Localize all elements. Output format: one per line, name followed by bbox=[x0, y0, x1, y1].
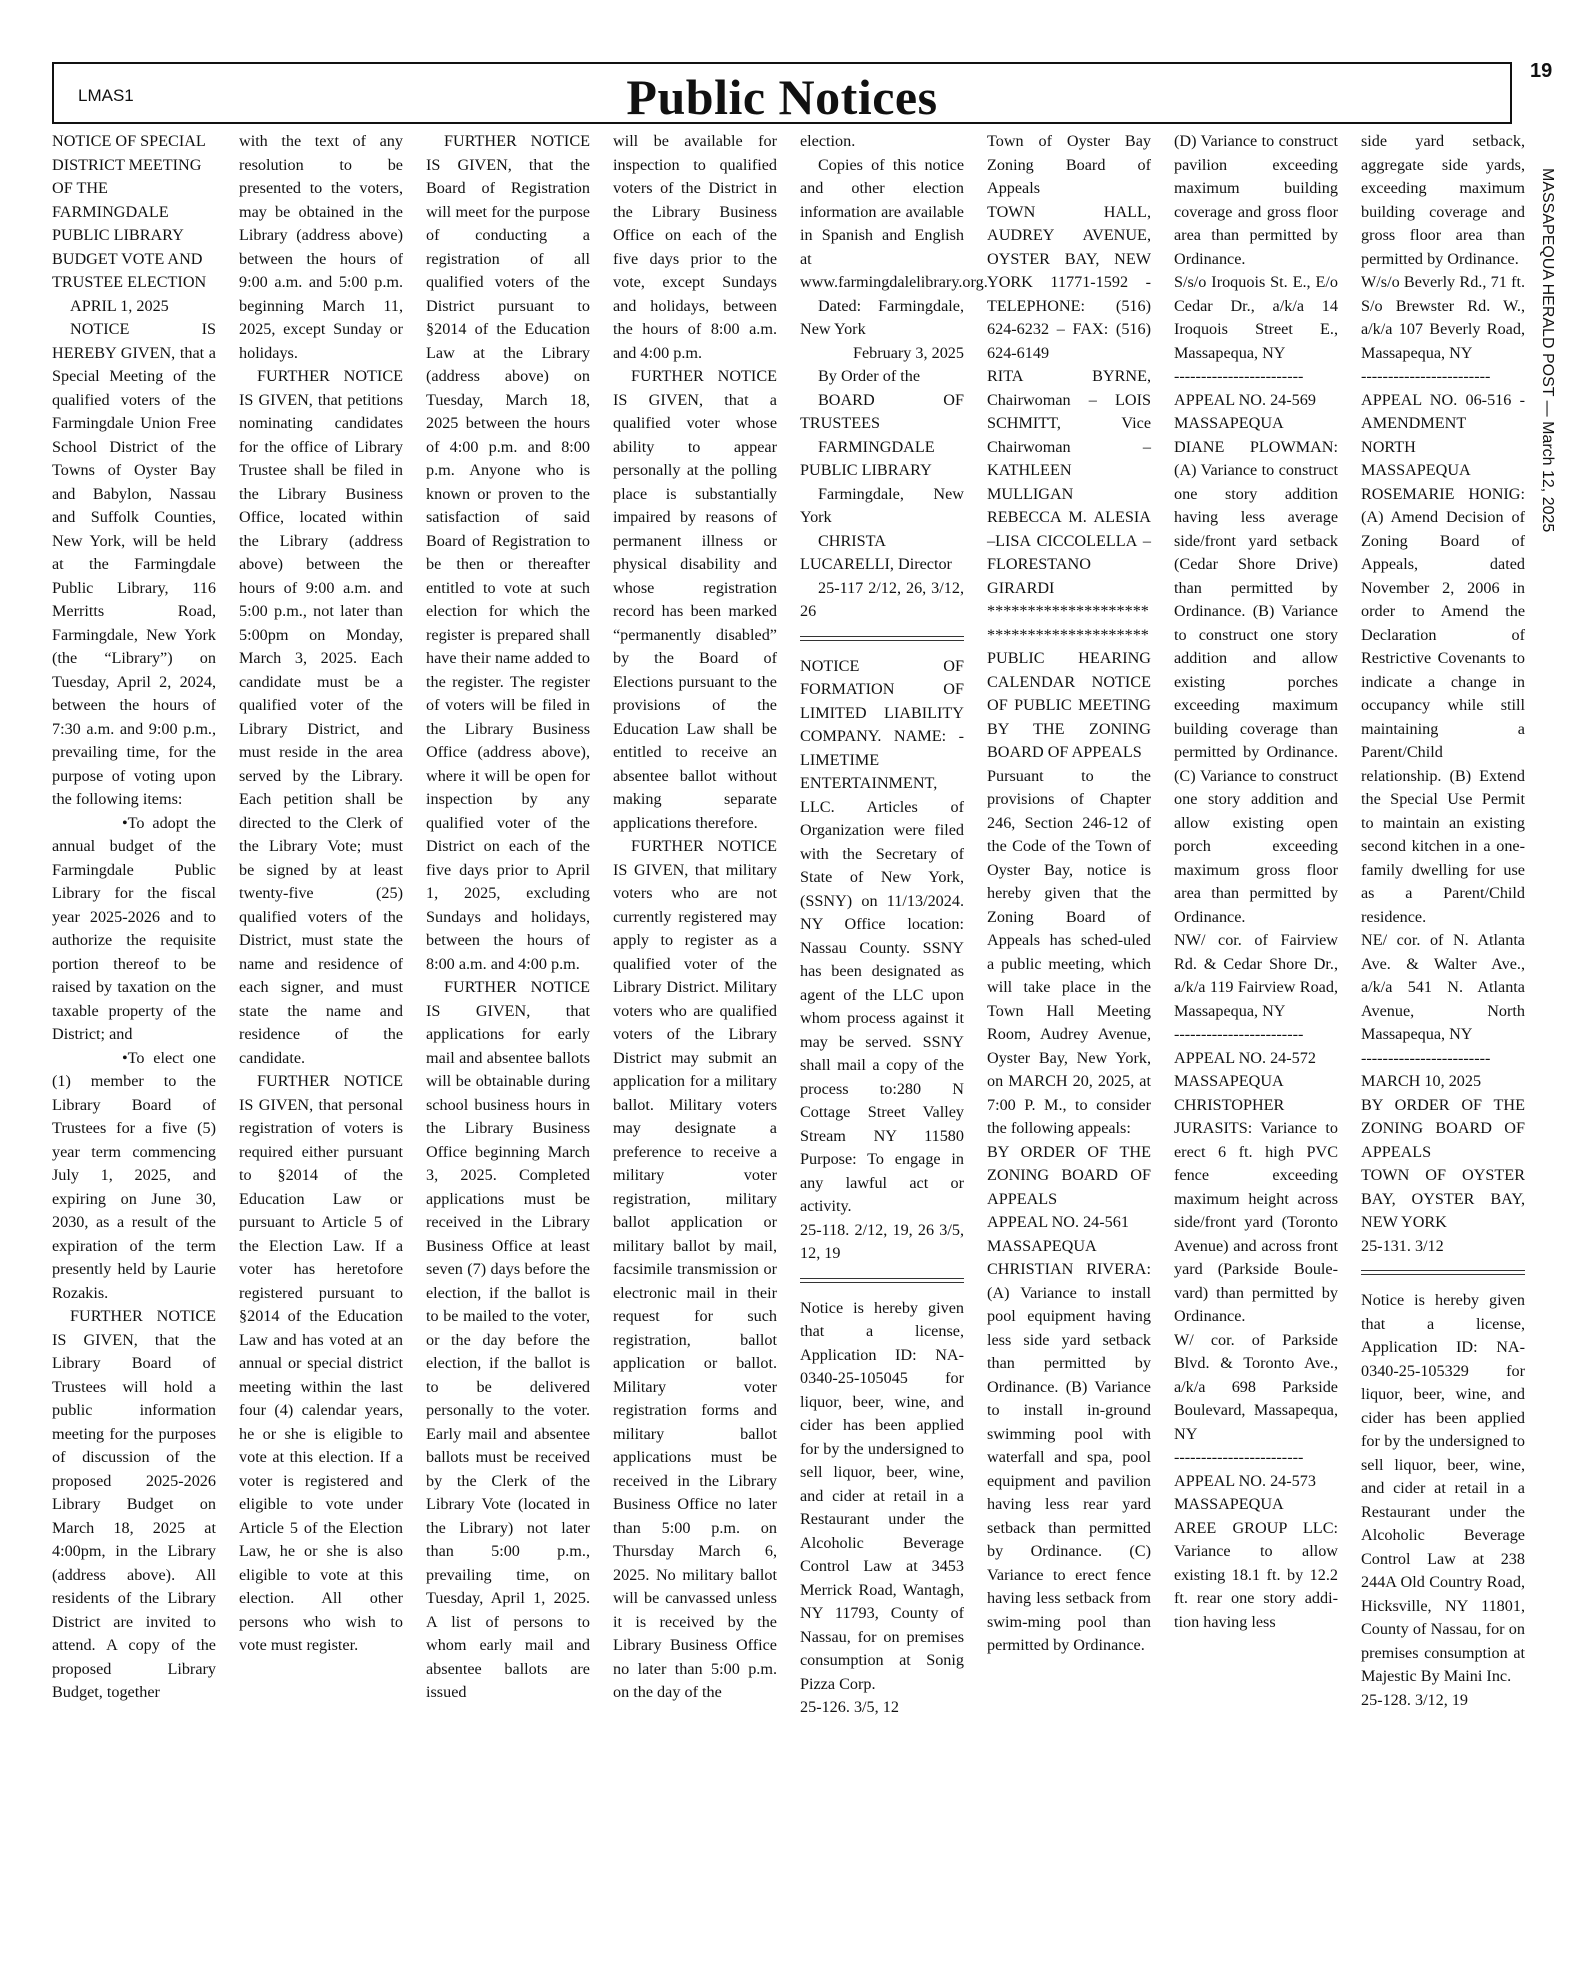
dash-divider: ------------------------ bbox=[1174, 1025, 1304, 1043]
notice-paragraph: FURTHER NOTICE IS GIVEN, that the Library Board of Trustees will hold a public information meeting for the purposes of discussion of the proposed 2025-2026 Library Budget on March 18, 2025 at 4:00pm, in the Library (address above). All residents of the Library District are invited to attend. A copy of the proposed Library Budget, together bbox=[52, 1307, 216, 1701]
appeal-location: MASSAPEQUA bbox=[1174, 1495, 1284, 1513]
appeal-location: MASSAPEQUA bbox=[1174, 1072, 1284, 1090]
appeal-address: W/ cor. of Parkside Blvd. & Toronto Ave., a/k/a 698 Parkside Boulevard, Massapequa, NY bbox=[1174, 1330, 1338, 1443]
column-8 bbox=[1361, 130, 1525, 1940]
notice-paragraph: FURTHER NOTICE IS GIVEN, that the Board of Registration will meet for the purpose of conducting a registration of all qualified voters of the District pursuant to §2014 of the Education Law at the Library (address above) on Tuesday, March 18, 2025 between the hours of 4:00 p.m. and 8:00 p.m. Anyone who is known or proven to the satisfaction of said Board of Registration to be then or thereafter entitled to vote at such election for which the register is prepared shall have their name added to the register. The register of voters will be filed in the Library Business Office (address above), where it will be open for inspection by any qualified voter of the District on each of the five days prior to April 1, 2025, excluding Sundays and holidays, between the hours of 8:00 a.m. and 4:00 p.m. bbox=[426, 132, 590, 973]
board-members: RITA BYRNE, Chairwoman – LOIS SCHMITT, Vice Chairwoman – KATHLEEN MULLIGAN bbox=[987, 367, 1151, 503]
signature-line: BY ORDER OF THE ZONING BOARD OF APPEALS bbox=[1361, 1095, 1525, 1161]
appeal-location: NORTH MASSAPEQUA bbox=[1361, 437, 1471, 479]
notice-paragraph: NOTICE IS HEREBY GIVEN, that a Special Meeting of the qualified voters of the Farmingdale Union Free School District of the Towns of Oyster Bay and Babylon, Nassau and Suffolk Counties, New York, will be held at the Farmingdale Public Library, 116 Merritts Road, Farmingdale, New York (the “Library”) on Tuesday, April 2, 2024, between the hours of 7:30 a.m. and 9:00 p.m., prevailing time, for the purpose of voting upon the following items: bbox=[52, 320, 216, 808]
appeal-description: DIANE PLOWMAN: (A) Variance to construct one story addition having less average side/front yard setback (Cedar Shore Drive) than permitted by Ordinance. (B) Variance to construct one story addition and allow existing porches exceeding maximum building coverage than permitted by Ordinance. (C) Variance to construct one story addition and allow existing open porch exceeding maximum gross floor area than permitted by Ordinance. bbox=[1174, 437, 1338, 926]
notice-reference: 25-117 2/12, 26, 3/12, 26 bbox=[800, 578, 964, 620]
notice-date: February 3, 2025 bbox=[852, 343, 964, 362]
notices-columns bbox=[52, 130, 1525, 1940]
notice-paragraph: FURTHER NOTICE IS GIVEN, that a qualified voter whose ability to appear personally at the polling place is substantially impaired by reasons of permanent illness or physical disability and whose registration record has been marked “permanently disabled” by the Board of Elections pursuant to the provisions of the Education Law shall be entitled to receive an absentee ballot without making separate applications therefore. bbox=[613, 367, 777, 832]
notice-paragraph: FURTHER NOTICE IS GIVEN, that applications for early mail and absentee ballots will be obtainable during school business hours in the Library Business Office beginning March 3, 2025. Completed applications must be received in the Library Business Office at least seven (7) days before the election, if the ballot is to be mailed to the voter, or the day before the election, if the ballot is to be delivered personally to the voter. Early mail and absentee ballots must be received by the Clerk of the Library Vote (located in the Library) not later than 5:00 p.m., prevailing time, on Tuesday, April 1, 2025. A list of persons to whom early mail and absentee ballots are issued bbox=[426, 978, 590, 1701]
appeal-description: (D) Variance to construct pavilion exceeding maximum building coverage and gross floor area than permitted by Ordinance. bbox=[1174, 132, 1338, 268]
notice-reference: 25-128. 3/12, 19 bbox=[1361, 1690, 1469, 1709]
signature-line: By Order of the bbox=[818, 367, 921, 385]
appeal-address: W/s/o Beverly Rd., 71 ft. S/o Brewster Rd. W., a/k/a 107 Beverly Road, Massapequa, NY bbox=[1361, 273, 1525, 362]
notice-date: MARCH 10, 2025 bbox=[1361, 1072, 1482, 1090]
board-members: REBECCA M. ALESIA –LISA CICCOLELLA – FLORESTANO GIRARDI bbox=[987, 508, 1151, 597]
appeal-description: ROSEMARIE HONIG: (A) Amend Decision of Zoning Board of Appeals, dated November 2, 2006 in order to Amend the Declaration of Restrictive Covenants to indicate a change in occupancy while still maintaining a Parent/Child relationship. (B) Extend the Special Use Permit to maintain an existing second kitchen in a one-family dwelling for use as a Parent/Child residence. bbox=[1361, 484, 1525, 926]
notice-heading: BUDGET VOTE AND TRUSTEE ELECTION bbox=[52, 249, 207, 291]
notice-paragraph: FURTHER NOTICE IS GIVEN, that personal registration of voters is required either pursuant to §2014 of the Education Law or pursuant to Article 5 of the Election Law. If a voter has heretofore registered pursuant to §2014 of the Education Law and has voted at an annual or special district meeting within the last four (4) calendar years, he or she is eligible to vote at this election. If a voter is registered and eligible to vote under Article 5 of the Election Law, he or she is also eligible to vote at this election. All other persons who wish to vote must register. bbox=[239, 1072, 403, 1654]
column-3 bbox=[426, 130, 590, 1940]
notice-heading: NOTICE OF SPECIAL DISTRICT MEETING bbox=[52, 132, 206, 174]
appeal-description: AREE GROUP LLC: Variance to allow existing 18.1 ft. by 12.2 ft. rear one story addi-tion having less bbox=[1174, 1518, 1338, 1631]
appeal-number: APPEAL NO. 24-561 bbox=[987, 1213, 1129, 1231]
notice-divider bbox=[800, 636, 964, 641]
notice-heading: Town of Oyster Bay Zoning Board of Appeals bbox=[987, 132, 1151, 197]
signature-line: Farmingdale, New York bbox=[800, 484, 964, 526]
column-6 bbox=[987, 130, 1151, 1940]
notice-bullet: •To elect one (1) member to the Library Board of Trustees for a five (5) year term commencing July 1, 2025, and expiring on June 30, 2030, as a result of the expiration of the term presently held by Laurie Rozakis. bbox=[52, 1048, 216, 1302]
edition-code: LMAS1 bbox=[78, 86, 134, 105]
appeal-address: NW/ cor. of Fairview Rd. & Cedar Shore Dr., a/k/a 119 Fairview Road, Massapequa, NY bbox=[1174, 931, 1338, 1020]
signature-line: TOWN OF OYSTER BAY, OYSTER BAY, NEW YORK bbox=[1361, 1166, 1525, 1231]
notice-divider bbox=[1361, 1270, 1525, 1275]
column-5 bbox=[800, 130, 988, 1940]
notice-heading: BY ORDER OF THE ZONING BOARD OF APPEALS bbox=[987, 1142, 1151, 1208]
appeal-description: side yard setback, aggregate side yards, exceeding maximum building coverage and gross floor area than permitted by Ordinance. bbox=[1361, 132, 1525, 268]
column-1 bbox=[52, 130, 216, 1940]
dash-divider: ------------------------ bbox=[1361, 1048, 1491, 1067]
notice-paragraph: will be available for inspection to qualified voters of the District in the Library Business Office on each of the five days prior to the vote, except Sundays and holidays, between the hours of 8:00 a.m. and 4:00 p.m. bbox=[613, 132, 777, 362]
notice-paragraph: NOTICE OF FORMATION OF LIMITED LIABILITY COMPANY. NAME: -LIMETIME ENTERTAINMENT, LLC. Articles of Organization were filed with the Secretary of State of New York, (SSNY) on 11/13/2024. NY Office location: Nassau County. SSNY has been designated as agent of the LLC upon whom process against it may be served. SSNY shall mail a copy of the process to:280 N Cottage Street Valley Stream NY 11580 Purpose: To engage in any lawful act or activity. bbox=[800, 656, 964, 1215]
notice-paragraph: election. bbox=[800, 132, 856, 150]
column-7 bbox=[1174, 130, 1338, 1940]
section-title: Public Notices bbox=[626, 69, 938, 125]
notice-reference: 25-131. 3/12 bbox=[1361, 1236, 1444, 1255]
notice-bullet: •To adopt the annual budget of the Farmingdale Public Library for the fiscal year 2025-2026 and to authorize the requisite portion thereof to be raised by taxation on the taxable property of the District; and bbox=[52, 813, 216, 1043]
appeal-number: APPEAL NO. 24-573 bbox=[1174, 1471, 1316, 1490]
header-banner bbox=[52, 62, 1512, 124]
asterisk-divider: **************************************** bbox=[987, 602, 1149, 644]
appeal-number: APPEAL NO. 24-569 bbox=[1174, 390, 1316, 409]
notice-paragraph: Notice is hereby given that a license, Application ID: NA-0340-25-105329 for liquor, beer, wine, and cider has been applied for by the undersigned to sell liquor, beer, wine, and cider at retail in a Restaurant under the Alcoholic Beverage Control Law at 238 244A Old Country Road, Hicksville, NY 11801, County of Nassau, for on premises consumption at Majestic By Maini Inc. bbox=[1361, 1291, 1525, 1685]
notice-address: TOWN HALL, AUDREY AVENUE, OYSTER BAY, NEW YORK 11771-1592 - TELEPHONE: (516) 624-6232 – FAX: (516) 624-6149 bbox=[987, 202, 1151, 362]
notice-dateline: Dated: Farmingdale, New York bbox=[800, 296, 964, 338]
appeal-location: MASSAPEQUA bbox=[987, 1236, 1097, 1255]
notice-reference: 25-118. 2/12, 19, 26 3/5, 12, 19 bbox=[800, 1220, 964, 1262]
dash-divider: ------------------------ bbox=[1174, 367, 1304, 385]
dash-divider: ------------------------ bbox=[1174, 1448, 1304, 1466]
appeal-description: CHRISTIAN RIVERA: (A) Variance to install pool equipment having less side yard setback than permitted by Ordinance. (B) Variance to install in-ground swimming pool with waterfall and spa, pool equipment and pavilion having less rear yard setback than permitted by Ordinance. (C) Variance to erect fence having less setback from swim-ming pool than permitted by Ordinance. bbox=[987, 1260, 1151, 1654]
appeal-description: CHRISTOPHER JURASITS: Variance to erect 6 ft. high PVC fence exceeding maximum height across side/front yard (Toronto Avenue) and across front yard (Parkside Boule-vard) than permitted by Ordinance. bbox=[1174, 1095, 1338, 1325]
notice-heading: PUBLIC HEARING CALENDAR NOTICE OF PUBLIC MEETING BY THE ZONING BOARD OF APPEALS bbox=[987, 649, 1151, 761]
appeal-location: MASSAPEQUA bbox=[1174, 414, 1284, 432]
notice-paragraph: Pursuant to the provisions of Chapter 246, Section 246-12 of the Code of the Town of Oyster Bay, notice is hereby given that the Zoning Board of Appeals has sched-uled a public meeting, which will take place in the Town Hall Meeting Room, Audrey Avenue, Oyster Bay, New York, on MARCH 20, 2025, at 7:00 P. M., to consider the following appeals: bbox=[987, 766, 1151, 1137]
notice-divider bbox=[800, 1278, 964, 1283]
page-number: 19 bbox=[1530, 60, 1553, 82]
notice-reference: 25-126. 3/5, 12 bbox=[800, 1698, 899, 1716]
notice-date: APRIL 1, 2025 bbox=[70, 296, 169, 315]
appeal-address: NE/ cor. of N. Atlanta Ave. & Walter Ave., a/k/a 541 N. Atlanta Avenue, North Massapequa, NY bbox=[1361, 931, 1525, 1043]
notice-paragraph: FURTHER NOTICE IS GIVEN, that military voters who are not currently registered may apply to register as a qualified voter of the Library District. Military voters who are qualified voters of the Library District may submit an application for a military ballot. Military voters may designate a preference to receive a military voter registration, military ballot application or military ballot by mail, facsimile transmission or electronic mail in their request for such registration, ballot application or ballot. Military voter registration forms and military ballot applications must be received in the Library Business Office no later than 5:00 p.m. on Thursday March 6, 2025. No military ballot will be canvassed unless it is received by the Library Business Office no later than 5:00 p.m. on the day of the bbox=[613, 837, 777, 1701]
signature-line: BOARD OF TRUSTEES bbox=[800, 390, 964, 432]
appeal-number: APPEAL NO. 06-516 - AMENDMENT bbox=[1361, 390, 1525, 432]
dash-divider: ------------------------ bbox=[1361, 367, 1491, 385]
notice-paragraph: with the text of any resolution to be presented to the voters, may be obtained in the Library (address above) between the hours of 9:00 a.m. and 5:00 p.m. beginning March 11, 2025, except Sunday or holidays. bbox=[239, 132, 403, 362]
column-2 bbox=[239, 130, 403, 1940]
signature-line: FARMINGDALE PUBLIC LIBRARY bbox=[800, 437, 935, 479]
notice-paragraph: Copies of this notice and other election information are available in Spanish and English at www.farmingdalelibrary.org. bbox=[800, 155, 988, 291]
appeal-address: S/s/o Iroquois St. E., E/o Cedar Dr., a/k/a 14 Iroquois Street E., Massapequa, NY bbox=[1174, 273, 1338, 362]
notice-heading: OF THE FARMINGDALE PUBLIC LIBRARY bbox=[52, 179, 184, 244]
publication-date-label: MASSAPEQUA HERALD POST — March 12, 2025 bbox=[1539, 168, 1556, 533]
notice-paragraph: FURTHER NOTICE IS GIVEN, that petitions nominating candidates for the office of Library Trustee shall be filed in the Library Business Office, located within the Library (address above) between the hours of 9:00 a.m. and 5:00 p.m., not later than 5:00pm on Monday, March 3, 2025. Each candidate must be a qualified voter of the Library District, and must reside in the area served by the Library. Each petition shall be directed to the Clerk of the Library Vote; must be signed by at least twenty-five (25) qualified voters of the District, must state the name and residence of each signer, and must state the name and residence of the candidate. bbox=[239, 367, 403, 1067]
appeal-number: APPEAL NO. 24-572 bbox=[1174, 1048, 1316, 1067]
column-4 bbox=[613, 130, 777, 1940]
notice-paragraph: Notice is hereby given that a license, Application ID: NA-0340-25-105045 for liquor, beer, wine, and cider has been applied for by the undersigned to sell liquor, beer, wine, and cider at retail in a Restaurant under the Alcoholic Beverage Control Law at 3453 Merrick Road, Wantagh, NY 11793, County of Nassau, for on premises consumption at Sonig Pizza Corp. bbox=[800, 1298, 964, 1693]
signature-line: CHRISTA LUCARELLI, Director bbox=[800, 531, 952, 573]
